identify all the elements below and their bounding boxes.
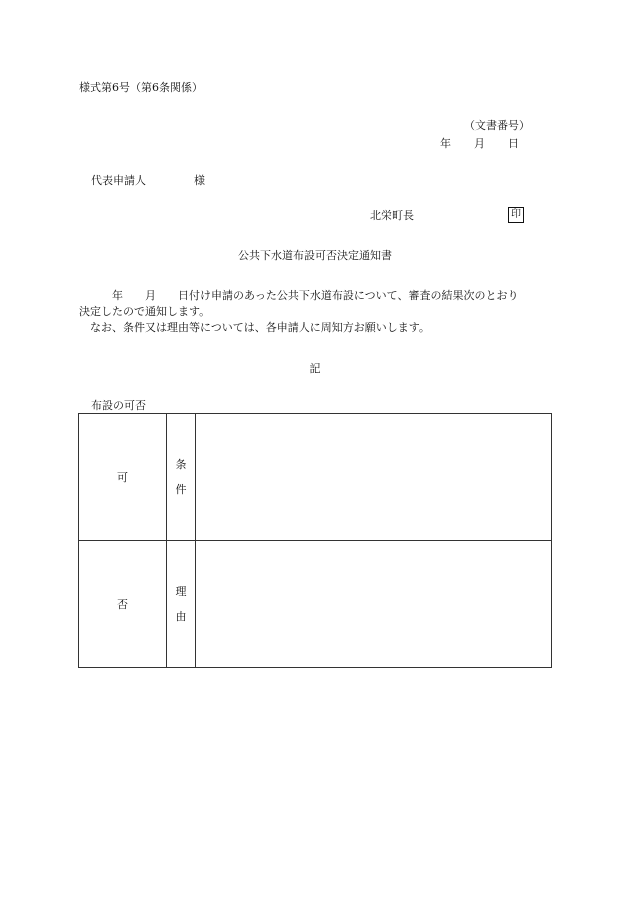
document-number: （文書番号）	[464, 119, 530, 132]
body-line-1: 年 月 日付け申請のあった公共下水道布設について、審査の結果次のとおり	[79, 289, 519, 302]
seal-mark: 印	[508, 207, 524, 223]
issuer-name: 北栄町長	[370, 209, 414, 222]
addressee	[91, 174, 205, 188]
reason-label	[167, 541, 196, 668]
body-text	[79, 288, 559, 336]
date-month: 月	[474, 137, 485, 150]
addressee-suffix: 様	[194, 174, 205, 187]
reason-content-cell	[196, 541, 552, 668]
document-title: 公共下水道布設可否決定通知書	[238, 249, 392, 262]
section-label: 布設の可否	[91, 399, 146, 412]
addressee-label: 代表申請人	[91, 174, 146, 187]
decision-approve: 可	[79, 414, 167, 541]
decision-reject: 否	[79, 541, 167, 668]
decision-table	[78, 413, 552, 668]
reason-label-char-1: 理	[175, 585, 187, 598]
table-row-approve	[79, 414, 552, 541]
condition-label-char-1: 条	[175, 458, 187, 471]
ki-heading: 記	[309, 362, 321, 375]
table-row-reject	[79, 541, 552, 668]
body-line-3: なお、条件又は理由等については、各申請人に周知方お願いします。	[79, 321, 430, 334]
date-line	[440, 137, 519, 151]
date-year: 年	[440, 137, 451, 150]
condition-label-char-2: 件	[175, 483, 187, 496]
date-day: 日	[508, 137, 519, 150]
condition-label	[167, 414, 196, 541]
reason-label-char-2: 由	[175, 610, 187, 623]
form-number: 様式第6号（第6条関係）	[79, 81, 203, 94]
body-line-2: 決定したので通知します。	[79, 305, 211, 318]
condition-content-cell	[196, 414, 552, 541]
